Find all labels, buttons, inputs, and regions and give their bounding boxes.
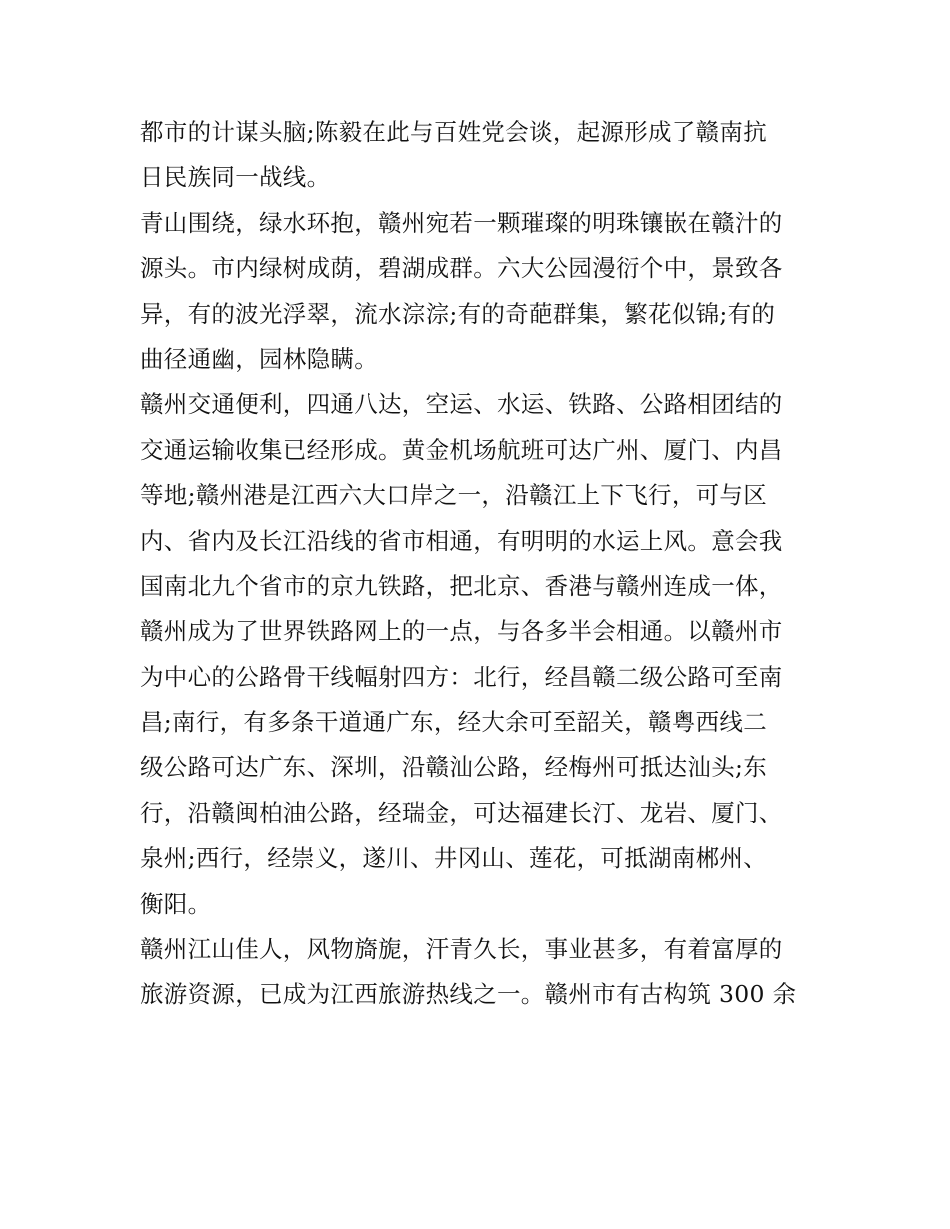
body-text — [140, 110, 820, 1018]
text-line: 赣州交通便利，四通八达，空运、水运、铁路、公路相团结的 — [140, 390, 783, 419]
text-line: 旅游资源，已成为江西旅游热线之一。赣州市有古构筑 300 余 — [140, 980, 797, 1009]
text-line: 等地;赣州港是江西六大口岸之一，沿赣江上下飞行，可与区 — [140, 481, 768, 510]
text-line: 赣州成为了世界铁路网上的一点，与各多半会相通。以赣州市 — [140, 617, 783, 646]
text-line: 国南北九个省市的京九铁路，把北京、香港与赣州连成一体， — [140, 571, 783, 600]
text-line: 交通运输收集已经形成。黄金机场航班可达广州、厦门、内昌 — [140, 435, 783, 464]
text-line: 日民族同一战线。 — [140, 163, 331, 192]
text-line: 行，沿赣闽柏油公路，经瑞金，可达福建长汀、龙岩、厦门、 — [140, 798, 783, 827]
text-line: 异，有的波光浮翠，流水淙淙;有的奇葩群集，繁花似锦;有的 — [140, 299, 776, 328]
text-line: 内、省内及长江沿线的省市相通，有明明的水运上风。意会我 — [140, 526, 783, 555]
text-line: 源头。市内绿树成荫，碧湖成群。六大公园漫衍个中，景致各 — [140, 254, 783, 283]
text-line: 赣州江山佳人，风物旖旎，汗青久长，事业甚多，有着富厚的 — [140, 935, 783, 964]
text-line: 曲径通幽，园林隐瞒。 — [140, 344, 378, 373]
text-line: 衡阳。 — [140, 889, 212, 918]
text-line: 级公路可达广东、深圳，沿赣汕公路，经梅州可抵达汕头;东 — [140, 753, 768, 782]
text-line: 青山围绕，绿水环抱，赣州宛若一颗璀璨的明珠镶嵌在赣汁的 — [140, 208, 783, 237]
text-line: 都市的计谋头脑;陈毅在此与百姓党会谈，起源形成了赣南抗 — [140, 118, 768, 146]
text-line: 泉州;西行，经崇义，遂川、井冈山、莲花，可抵湖南郴州、 — [140, 844, 768, 873]
text-line: 昌;南行，有多条干道通广东，经大余可至韶关，赣粤西线二 — [140, 708, 768, 737]
text-line: 为中心的公路骨干线幅射四方：北行，经昌赣二级公路可至南 — [140, 662, 783, 691]
